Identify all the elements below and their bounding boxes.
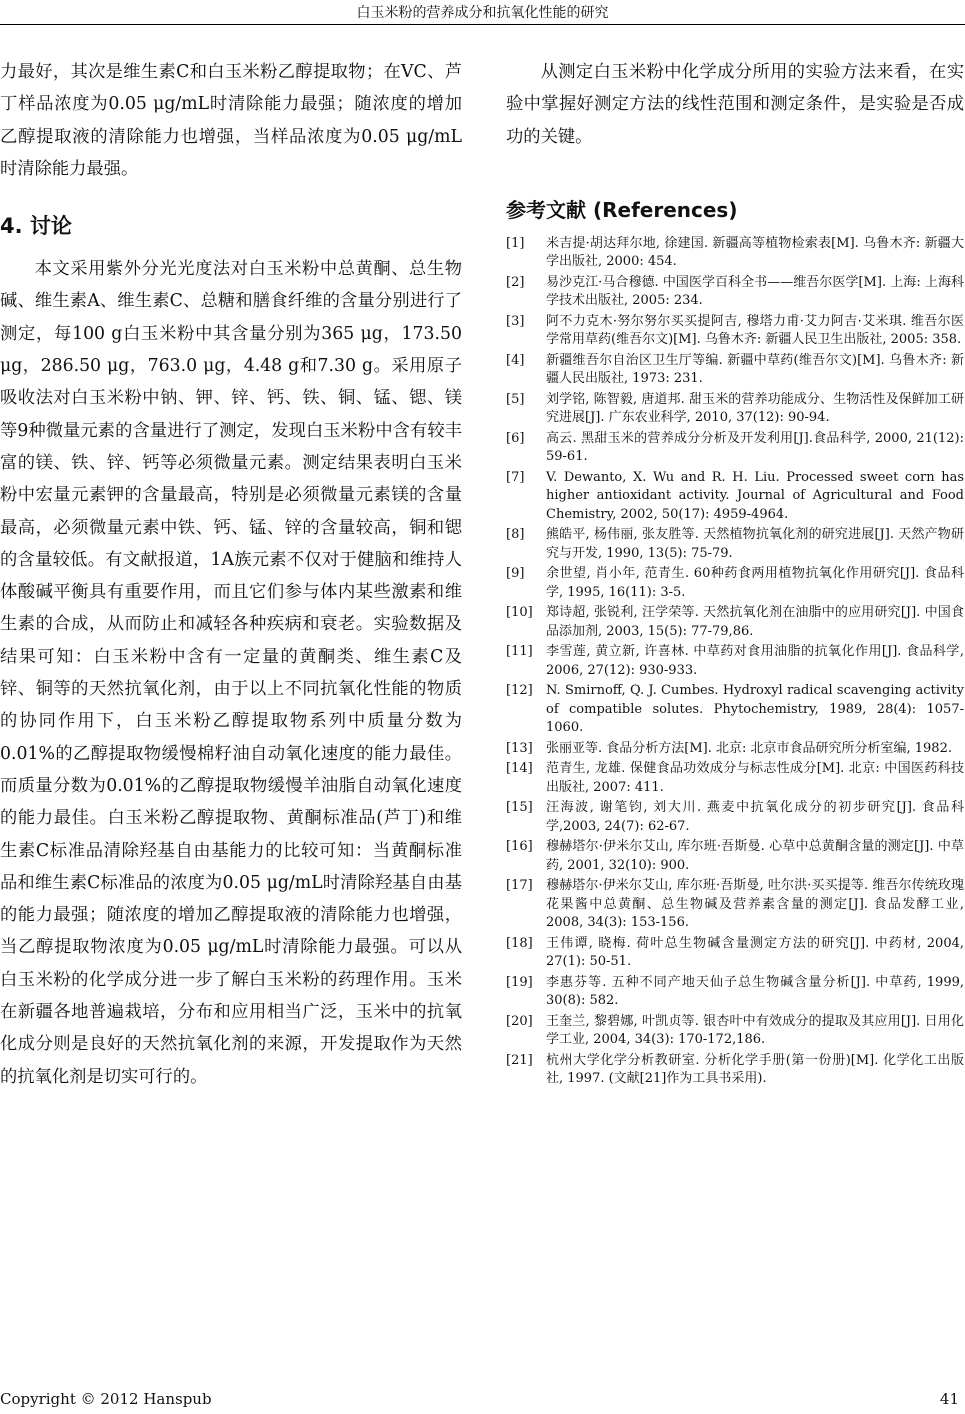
reference-number: [19]	[506, 974, 533, 990]
methods-remark-paragraph: 从测定白玉米粉中化学成分所用的实验方法来看，在实验中掌握好测定方法的线性范围和测定条件，是实验是否成功的关键。	[506, 62, 964, 147]
reference-item	[506, 391, 964, 428]
reference-text: 李惠芬等. 五种不同产地天仙子总生物碱含量分析[J]. 中草药, 1999, 30(8): 582.	[546, 974, 964, 1009]
reference-number: [16]	[506, 839, 533, 855]
reference-text: N. Smirnoff, Q. J. Cumbes. Hydroxyl radical scavenging activity of compatible solutes. Phytochemistry, 1989, 28(4): 1057- 1060.	[546, 683, 964, 736]
reference-text: 王奎兰, 黎碧娜, 叶凯贞等. 银杏叶中有效成分的提取及其应用[J]. 日用化学工业, 2004, 34(3): 170-172,186.	[546, 1013, 964, 1048]
right-column	[506, 56, 964, 1091]
reference-number: [3]	[506, 313, 525, 329]
reference-item	[506, 604, 964, 641]
reference-number: [10]	[506, 605, 533, 621]
reference-text: 新疆维吾尔自治区卫生厅等编. 新疆中草药(维吾尔文)[M]. 乌鲁木齐: 新疆人民出版社, 1973: 231.	[546, 352, 964, 387]
reference-text: 穆赫塔尔·伊米尔艾山, 库尔班·吾斯曼. 心草中总黄酮含量的测定[J]. 中草药, 2001, 32(10): 900.	[546, 839, 964, 873]
running-header-title: 白玉米粉的营养成分和抗氧化性能的研究	[356, 5, 609, 21]
reference-number: [15]	[506, 800, 533, 816]
reference-number: [13]	[506, 740, 533, 756]
reference-item	[506, 799, 964, 836]
reference-number: [18]	[506, 935, 533, 951]
reference-text: 王伟谭, 晓梅. 荷叶总生物碱含量测定方法的研究[J]. 中药材, 2004, 27(1): 50-51.	[546, 935, 964, 970]
reference-number: [5]	[506, 391, 525, 407]
reference-number: [17]	[506, 878, 533, 894]
header-rule	[0, 24, 965, 25]
discussion-section-title: 4. 讨论	[0, 214, 72, 239]
reference-item	[506, 877, 964, 933]
reference-number: [20]	[506, 1013, 533, 1029]
reference-text: 张丽亚等. 食品分析方法[M]. 北京: 北京市食品研究所分析室编, 1982.	[546, 740, 952, 756]
reference-item	[506, 235, 964, 272]
reference-text: 高云. 黑甜玉米的营养成分分析及开发利用[J].食品科学, 2000, 21(12): 59-61.	[546, 430, 964, 465]
reference-number: [11]	[506, 644, 533, 660]
reference-item	[506, 430, 964, 467]
reference-number: [6]	[506, 430, 525, 446]
reference-text: 易沙克江·马合穆德. 中国医学百科全书——维吾尔医学[M]. 上海: 上海科学技术出版社, 2005: 234.	[546, 274, 964, 309]
reference-text: 熊皓平, 杨伟丽, 张友胜等. 天然植物抗氧化剂的研究进展[J]. 天然产物研究与开发, 1990, 13(5): 75-79.	[546, 527, 964, 561]
reference-item	[506, 469, 964, 525]
reference-number: [12]	[506, 683, 533, 699]
reference-item	[506, 682, 964, 738]
references-title: 参考文献 (References)	[506, 197, 738, 222]
footer-copyright: Copyright © 2012 Hanspub	[0, 1390, 212, 1408]
reference-item	[506, 760, 964, 797]
reference-list	[506, 235, 964, 1089]
reference-text: 余世望, 肖小年, 范青生. 60种药食两用植物抗氧化作用研究[J]. 食品科学, 1995, 16(11): 3-5.	[546, 566, 964, 600]
reference-text: 阿不力克木·努尔努尔买买提阿吉, 穆塔力甫·艾力阿吉·艾米琪. 维吾尔医学常用草药(维吾尔文)[M]. 乌鲁木齐: 新疆人民卫生出版社, 2005: 358.	[546, 313, 964, 348]
reference-number: [21]	[506, 1052, 533, 1068]
reference-item	[506, 740, 964, 759]
reference-text: 米吉提·胡达拜尔地, 徐建国. 新疆高等植物检索表[M]. 乌鲁木齐: 新疆大学出版社, 2000: 454.	[546, 235, 964, 270]
reference-number: [7]	[506, 469, 525, 485]
reference-text: 汪海波, 谢笔钧, 刘大川. 燕麦中抗氧化成分的初步研究[J]. 食品科学,2003, 24(7): 62-67.	[546, 800, 964, 834]
reference-number: [8]	[506, 527, 525, 543]
reference-item	[506, 352, 964, 389]
reference-text: 穆赫塔尔·伊米尔艾山, 库尔班·吾斯曼, 吐尔洪·买买提等. 维吾尔传统玫瑰花果酱中总黄酮、总生物碱及营养素含量的测定[J]. 食品发酵工业, 2008, 34(3): 153-156.	[546, 878, 964, 931]
reference-number: [2]	[506, 274, 525, 290]
reference-number: [14]	[506, 761, 533, 777]
reference-item	[506, 274, 964, 311]
footer-page-number: 41	[939, 1390, 959, 1408]
continued-results-paragraph: 力最好，其次是维生素C和白玉米粉乙醇提取物；在VC、芦丁样品浓度为0.05 μg/mL时清除能力最强；随浓度的增加乙醇提取液的清除能力也增强，当样品浓度为0.05 μg/mL时清除能力最强。	[0, 62, 462, 179]
reference-number: [4]	[506, 352, 525, 368]
left-column	[0, 56, 462, 1093]
reference-text: 杭州大学化学分析教研室. 分析化学手册(第一份册)[M]. 化学化工出版社, 1997. (文献[21]作为工具书采用).	[546, 1052, 964, 1087]
reference-item	[506, 1052, 964, 1089]
reference-item	[506, 526, 964, 563]
reference-text: 范青生, 龙雄. 保健食品功效成分与标志性成分[M]. 北京: 中国医药科技出版社, 2007: 411.	[546, 761, 964, 795]
discussion-paragraph: 本文采用紫外分光光度法对白玉米粉中总黄酮、总生物碱、维生素A、维生素C、总糖和膳食纤维的含量分别进行了测定，每100 g白玉米粉中其含量分别为365 μg，173.50 μg，286.50 μg，763.0 μg，4.48 g和7.30 g。采用原子吸收法对白玉米粉中钠、钾、锌、钙、铁、铜、锰、锶、镁等9种微量元素的含量进行了测定，发现白玉米粉中含有较丰富的镁、铁、锌、钙等必须微量元素。测定结果表明白玉米粉中宏量元素钾的含量最高，特别是必须微量元素镁的含量最高，必须微量元素中铁、钙、锰、锌的含量较高，铜和锶的含量较低。有文献报道，1A族元素不仅对于健脑和维持人体酸碱平衡具有重要作用，而且它们参与体内某些激素和维生素的合成，从而防止和减轻各种疾病和衰老。实验数据及结果可知：白玉米粉中含有一定量的黄酮类、维生素C及锌、铜等的天然抗氧化剂，由于以上不同抗氧化性能的物质的协同作用下，白玉米粉乙醇提取物系列中质量分数为0.01%的乙醇提取物缓慢棉籽油自动氧化速度的能力最佳。而质量分数为0.01%的乙醇提取物缓慢羊油脂自动氧化速度的能力最佳。白玉米粉乙醇提取物、黄酮标准品(芦丁)和维生素C标准品清除羟基自由基能力的比较可知：当黄酮标准品和维生素C标准品的浓度为0.05 μg/mL时清除羟基自由基的能力最强；随浓度的增加乙醇提取液的清除能力也增强，当乙醇提取物浓度为0.05 μg/mL时清除能力最强。可以从白玉米粉的化学成分进一步了解白玉米粉的药理作用。玉米在新疆各地普遍栽培，分布和应用相当广泛，玉米中的抗氧化成分则是良好的天然抗氧化剂的来源，开发提取作为天然的抗氧化剂是切实可行的。	[0, 259, 462, 1087]
reference-text: 刘学铭, 陈智毅, 唐道邦. 甜玉米的营养功能成分、生物活性及保鲜加工研究进展[J]. 广东农业科学, 2010, 37(12): 90-94.	[546, 391, 964, 426]
reference-number: [1]	[506, 235, 525, 251]
reference-text: 李雪莲, 黄立新, 许喜林. 中草药对食用油脂的抗氧化作用[J]. 食品科学, 2006, 27(12): 930-933.	[546, 644, 964, 678]
reference-item	[506, 935, 964, 972]
reference-text: 郑诗超, 张锐利, 汪学荣等. 天然抗氧化剂在油脂中的应用研究[J]. 中国食品添加剂, 2003, 15(5): 77-79,86.	[546, 605, 964, 639]
reference-number: [9]	[506, 566, 525, 582]
reference-item	[506, 974, 964, 1011]
reference-text: V. Dewanto, X. Wu and R. H. Liu. Processed sweet corn has higher antioxidant activity. Journal of Agricultural and Food Chemistry, 2002, 50(17): 4959-4964.	[546, 469, 964, 522]
reference-item	[506, 1013, 964, 1050]
reference-item	[506, 838, 964, 875]
reference-item	[506, 565, 964, 602]
reference-item	[506, 313, 964, 350]
reference-item	[506, 643, 964, 680]
